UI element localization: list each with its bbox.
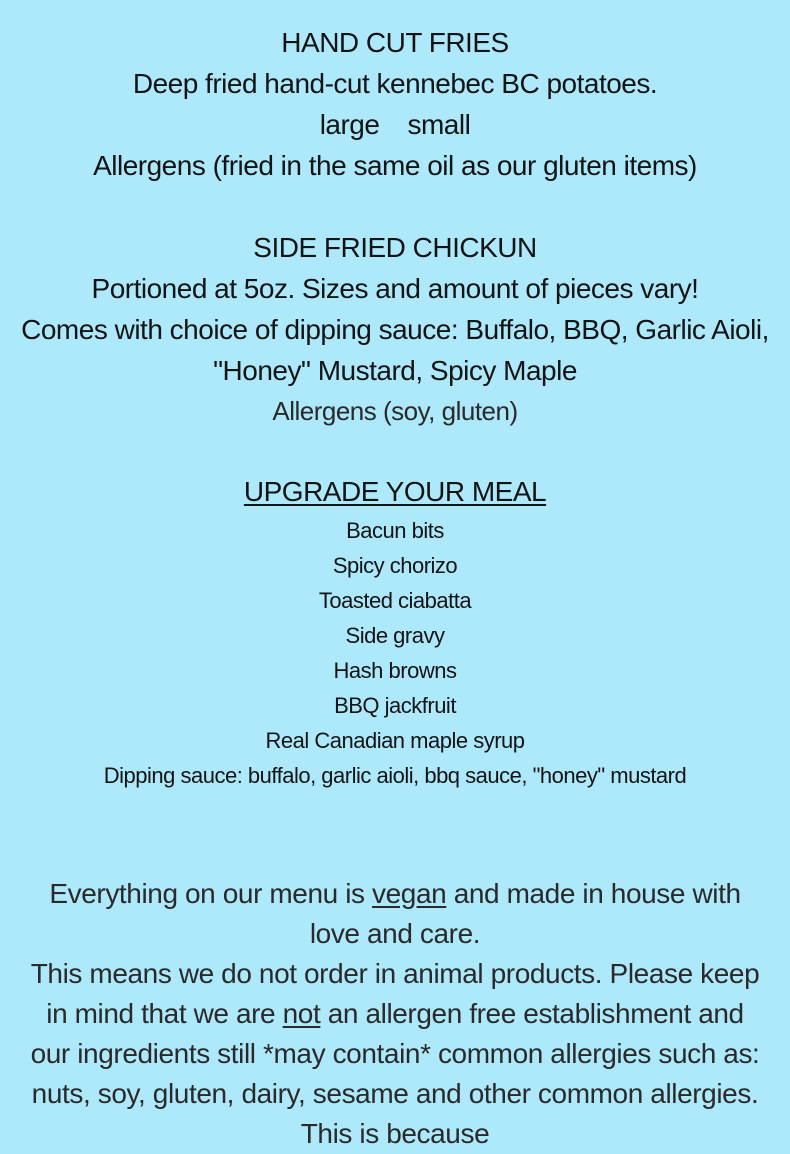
upgrade-item: Bacun bits [346, 518, 444, 543]
allergen-note-text-a: This means we do not order in animal products. Please keep in mind that we are [30, 958, 760, 1029]
vegan-note-text-a: Everything on our menu is [49, 878, 373, 909]
allergen-note [30, 954, 760, 1154]
upgrade-title-text: UPGRADE YOUR MEAL [243, 476, 547, 507]
fries-title: HAND CUT FRIES [281, 27, 509, 58]
fries-sizes [0, 105, 790, 145]
fries-description: Deep fried hand-cut kennebec BC potatoes. [132, 68, 658, 99]
upgrade-item: Toasted ciabatta [318, 588, 472, 613]
chickun-title: SIDE FRIED CHICKUN [253, 232, 537, 263]
upgrade-item: Spicy chorizo [332, 553, 458, 578]
not-emphasis: not [282, 998, 321, 1029]
upgrade-title [0, 472, 790, 512]
chickun-allergens: Allergens (soy, gluten) [272, 396, 518, 426]
fries-allergens: Allergens (fried in the same oil as our gluten items) [93, 150, 697, 181]
upgrade-item: Real Canadian maple syrup [265, 728, 525, 753]
upgrade-item: Hash browns [333, 658, 457, 683]
chickun-portion: Portioned at 5oz. Sizes and amount of pieces vary! [91, 273, 699, 304]
chickun-sauce-line2: "Honey" Mustard, Spicy Maple [213, 355, 577, 386]
vegan-note-text-b: and made in house with love and care. [309, 878, 741, 949]
size-large: large [319, 109, 380, 140]
upgrade-item: Dipping sauce: buffalo, garlic aioli, bbq sauce, "honey" mustard [103, 763, 687, 788]
upgrade-item: BBQ jackfruit [334, 693, 456, 718]
vegan-note [30, 874, 760, 954]
size-small: small [407, 109, 471, 140]
upgrade-item: Side gravy [345, 623, 445, 648]
vegan-link[interactable]: vegan [372, 878, 447, 909]
allergen-note-text-b: an allergen free establishment and our ingredients still *may contain* common allergies such as: nuts, soy, gluten, dairy, sesame and other common allergies. This is because [30, 998, 760, 1149]
chickun-sauce-line1: Comes with choice of dipping sauce: Buffalo, BBQ, Garlic Aioli, [21, 314, 769, 345]
